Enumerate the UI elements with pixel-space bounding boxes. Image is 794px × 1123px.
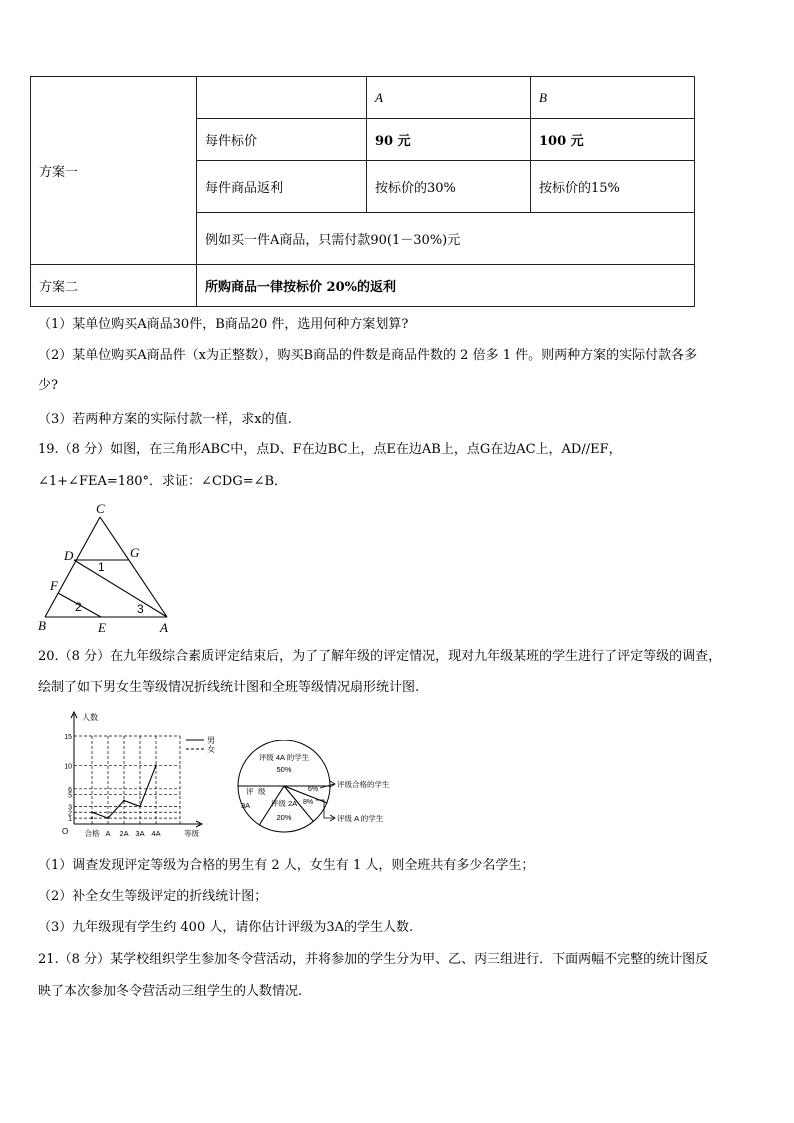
origin-label: O xyxy=(62,827,69,836)
table-header-b: B xyxy=(531,77,695,119)
table-header-empty xyxy=(197,77,367,119)
point-e-label: E xyxy=(98,620,106,635)
q18-part1: （1）某单位购买A商品30件，B商品20 件，选用何种方案划算? xyxy=(38,317,409,332)
series-male-point xyxy=(139,806,141,808)
q20-sub3: （3）九年级现有学生约 400 人，请你估计评级为3A的学生人数. xyxy=(38,920,414,935)
pie-slice xyxy=(238,740,330,786)
callout-qualified-arrow xyxy=(330,781,335,787)
triangle-diagram xyxy=(34,500,184,636)
q18-part3: （3）若两种方案的实际付款一样，求x的值. xyxy=(38,412,292,427)
q19-line1: 19.（8 分）如图，在三角形ABC中，点D、F在边BC上，点E在边AB上，点G在边AC上，AD//EF， xyxy=(38,442,622,457)
series-female-point xyxy=(91,817,93,819)
q20-sub1: （1）调查发现评定等级为合格的男生有 2 人，女生有 1 人，则全班共有多少名学生； xyxy=(38,858,535,873)
point-g-label: G xyxy=(130,545,140,560)
q21-line2: 映了本次参加冬令营活动三组学生的人数情况. xyxy=(38,984,303,999)
triangle-figure xyxy=(34,500,184,636)
example-text: 例如买一件A商品，只需付款90(1－30%)元 xyxy=(197,213,695,265)
pie-chart-svg xyxy=(228,740,418,836)
y-tick-label: 10 xyxy=(64,763,72,771)
y-tick-label: 15 xyxy=(64,734,72,741)
pie-pct-2a: 20% xyxy=(276,813,292,822)
row-rebate-label: 每件商品返利 xyxy=(197,161,367,213)
y-axis-label: 人数 xyxy=(82,713,98,722)
angle-2-label: 2 xyxy=(75,600,82,614)
table-header-a: A xyxy=(367,77,531,119)
y-tick-label: 3 xyxy=(68,804,72,812)
row-price-label: 每件标价 xyxy=(197,119,367,161)
q20-sub2: （2）补全女生等级评定的折线统计图； xyxy=(38,889,268,904)
callout-qualified-text: 评级合格的学生 xyxy=(337,780,390,789)
q19-line2: ∠1+∠FEA=180°．求证：∠CDG=∠B． xyxy=(38,474,288,489)
point-f-label: F xyxy=(50,578,58,593)
q20-line1: 20.（8 分）在九年级综合素质评定结束后，为了了解年级的评定情况，现对九年级某班的学生进行了评定等级的调查， xyxy=(38,649,722,664)
x-tick-label: 3A xyxy=(135,829,145,838)
pie-pct-4a: 50% xyxy=(276,765,292,774)
point-b-label: B xyxy=(38,618,46,633)
legend-female-label: 女 xyxy=(207,745,215,754)
x-tick-label: 2A xyxy=(119,829,129,838)
series-male-point xyxy=(91,811,93,813)
x-tick-label: A xyxy=(105,829,111,838)
line-chart xyxy=(60,708,230,840)
row-rebate-a: 按标价的30% xyxy=(367,161,531,213)
angle-3-label: 3 xyxy=(137,602,144,616)
point-d-label: D xyxy=(64,548,74,563)
line-chart-svg xyxy=(60,708,230,840)
row-price-a: 90 元 xyxy=(367,119,531,161)
series-male-point xyxy=(155,764,157,766)
scheme1-label: 方案一 xyxy=(31,77,197,265)
callout-a-text: 评级 A 的学生 xyxy=(337,814,384,823)
y-tick-label: 5 xyxy=(68,792,72,800)
pie-label-3a-a: 评 xyxy=(246,787,254,796)
series-male-point xyxy=(123,800,125,802)
q18-part2-line1: （2）某单位购买A商品件（x为正整数），购买B商品的件数是商品件数的 2 倍多 1 件。则两种方案的实际付款各多 xyxy=(38,348,698,363)
q21-line1: 21.（8 分）某学校组织学生参加冬令营活动，并将参加的学生分为甲、乙、丙三组进行．下面两幅不完整的统计图反 xyxy=(38,952,709,967)
y-tick-label: 2 xyxy=(68,810,72,818)
pie-pct-a: 8% xyxy=(303,799,314,806)
pie-chart xyxy=(228,740,418,836)
pie-label-3a-c: 3A xyxy=(241,801,251,810)
point-a-label: A xyxy=(160,620,168,635)
x-tick-label: 合格 xyxy=(84,829,100,838)
x-tick-label: 4A xyxy=(151,829,161,838)
q20-line2: 绘制了如下男女生等级情况折线统计图和全班等级情况扇形统计图. xyxy=(38,680,420,695)
x-axis-label: 等级 xyxy=(184,829,199,838)
y-tick-label: 1 xyxy=(68,816,72,824)
legend-male-label: 男 xyxy=(207,736,215,745)
pie-label-4a: 评级 4A 的学生 xyxy=(258,753,310,762)
y-tick-label: 6 xyxy=(68,786,72,794)
scheme2-label: 方案二 xyxy=(31,265,197,307)
pie-pct-qualified: 6% xyxy=(308,786,319,793)
scheme2-text: 所购商品一律按标价 20%的返利 xyxy=(197,265,695,307)
angle-1-label: 1 xyxy=(98,560,105,574)
q18-part2-line2: 少? xyxy=(38,378,58,393)
pie-label-2a: 评级 2A xyxy=(270,799,298,808)
scheme-table xyxy=(30,76,695,307)
row-price-b: 100 元 xyxy=(531,119,695,161)
series-male-point xyxy=(107,817,109,819)
point-c-label: C xyxy=(96,501,105,516)
row-rebate-b: 按标价的15% xyxy=(531,161,695,213)
pie-label-3a-b: 级 xyxy=(258,787,266,796)
